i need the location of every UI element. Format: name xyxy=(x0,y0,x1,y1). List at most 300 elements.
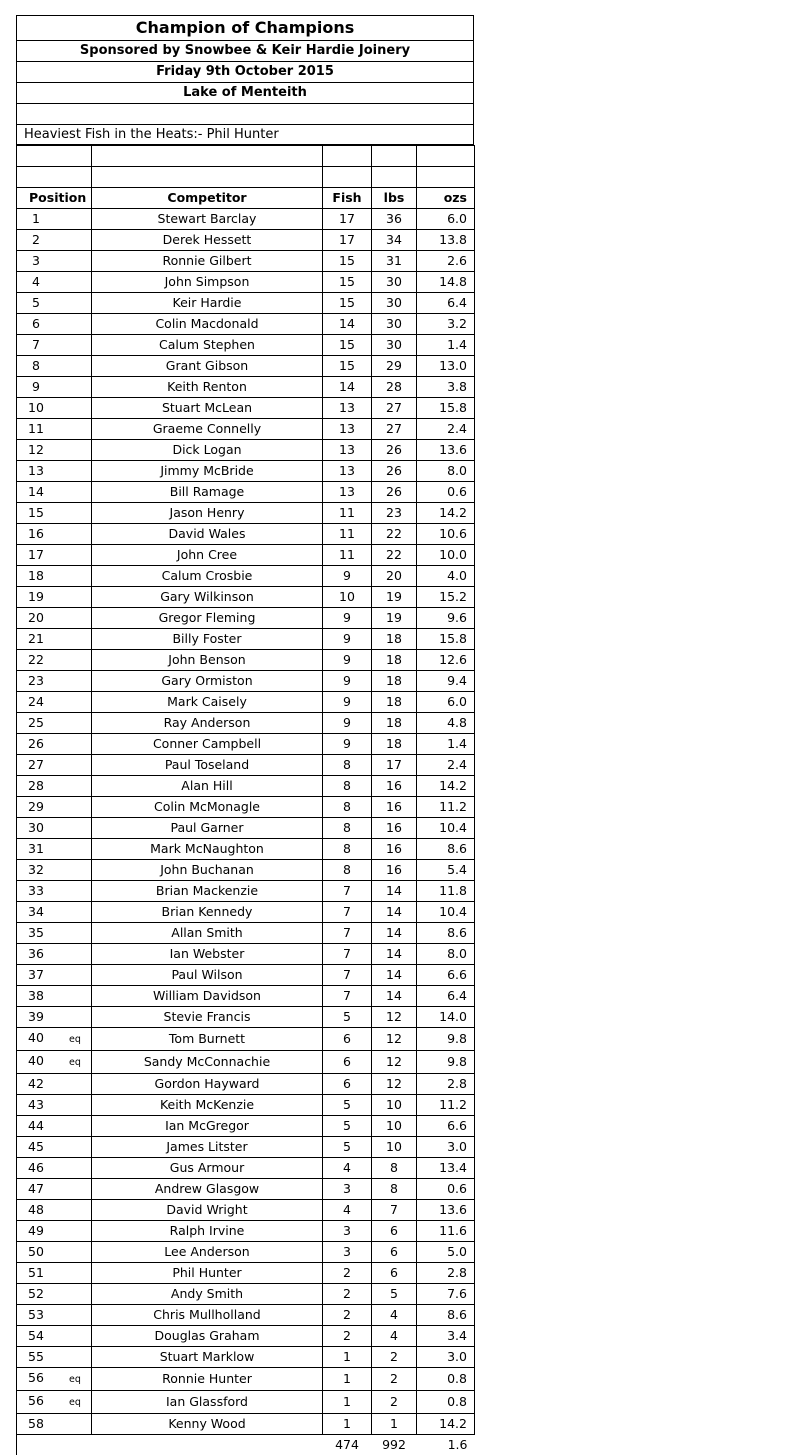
position-value: 39 xyxy=(17,1007,55,1027)
ozs-cell: 8.0 xyxy=(417,944,475,965)
lbs-cell: 27 xyxy=(372,398,417,419)
fish-cell: 1 xyxy=(323,1368,372,1391)
competitor-cell: Gary Wilkinson xyxy=(92,587,323,608)
position-value: 21 xyxy=(17,629,55,649)
position-value: 8 xyxy=(17,356,55,376)
table-row xyxy=(17,1007,475,1028)
table-row xyxy=(17,377,475,398)
fish-cell: 7 xyxy=(323,944,372,965)
table-row xyxy=(17,419,475,440)
table-row xyxy=(17,608,475,629)
lbs-cell: 19 xyxy=(372,608,417,629)
fish-cell: 6 xyxy=(323,1051,372,1074)
fish-cell: 15 xyxy=(323,272,372,293)
position-value: 45 xyxy=(17,1137,55,1157)
lbs-cell: 14 xyxy=(372,986,417,1007)
ozs-cell: 3.2 xyxy=(417,314,475,335)
position-value: 18 xyxy=(17,566,55,586)
lbs-cell: 28 xyxy=(372,377,417,398)
fish-cell: 1 xyxy=(323,1347,372,1368)
competitor-cell: Stevie Francis xyxy=(92,1007,323,1028)
fish-cell: 5 xyxy=(323,1095,372,1116)
competitor-cell: John Cree xyxy=(92,545,323,566)
lbs-cell: 2 xyxy=(372,1368,417,1391)
competitor-cell: John Benson xyxy=(92,650,323,671)
fish-cell: 13 xyxy=(323,440,372,461)
position-cell xyxy=(17,524,92,545)
lbs-cell: 14 xyxy=(372,944,417,965)
ozs-cell: 5.0 xyxy=(417,1242,475,1263)
position-cell xyxy=(17,1051,92,1074)
ozs-cell: 3.4 xyxy=(417,1326,475,1347)
ozs-cell: 14.8 xyxy=(417,272,475,293)
equal-marker: eq xyxy=(69,1030,81,1050)
ozs-cell: 1.4 xyxy=(417,335,475,356)
heaviest-fish-note: Heaviest Fish in the Heats:- Phil Hunter xyxy=(16,125,474,145)
competitor-cell: Lee Anderson xyxy=(92,1242,323,1263)
ozs-cell: 14.0 xyxy=(417,1007,475,1028)
lbs-cell: 8 xyxy=(372,1158,417,1179)
fish-cell: 9 xyxy=(323,734,372,755)
sponsor-line: Sponsored by Snowbee & Keir Hardie Joinery xyxy=(16,40,474,62)
competitor-cell: Sandy McConnachie xyxy=(92,1051,323,1074)
lbs-cell: 14 xyxy=(372,965,417,986)
position-cell xyxy=(17,1137,92,1158)
table-row xyxy=(17,293,475,314)
position-value: 16 xyxy=(17,524,55,544)
lbs-cell: 18 xyxy=(372,692,417,713)
ozs-cell: 15.2 xyxy=(417,587,475,608)
ozs-cell: 1.4 xyxy=(417,734,475,755)
ozs-cell: 9.8 xyxy=(417,1051,475,1074)
competitor-cell: Ray Anderson xyxy=(92,713,323,734)
lbs-cell: 6 xyxy=(372,1263,417,1284)
table-row xyxy=(17,230,475,251)
ozs-cell: 2.4 xyxy=(417,755,475,776)
competitor-cell: David Wales xyxy=(92,524,323,545)
position-cell xyxy=(17,1158,92,1179)
fish-cell: 10 xyxy=(323,587,372,608)
fish-cell: 14 xyxy=(323,377,372,398)
ozs-header: ozs xyxy=(417,188,475,209)
competitor-cell: Mark McNaughton xyxy=(92,839,323,860)
position-value: 6 xyxy=(17,314,55,334)
table-row xyxy=(17,1095,475,1116)
total-lbs: 992 xyxy=(372,1435,417,1455)
table-row xyxy=(17,776,475,797)
lbs-cell: 27 xyxy=(372,419,417,440)
lbs-cell: 36 xyxy=(372,209,417,230)
competitor-cell: Gregor Fleming xyxy=(92,608,323,629)
ozs-cell: 6.4 xyxy=(417,293,475,314)
fish-cell: 14 xyxy=(323,314,372,335)
position-value: 13 xyxy=(17,461,55,481)
position-cell xyxy=(17,1284,92,1305)
position-value: 33 xyxy=(17,881,55,901)
table-row xyxy=(17,1242,475,1263)
table-row xyxy=(17,1263,475,1284)
ozs-cell: 7.6 xyxy=(417,1284,475,1305)
ozs-cell: 14.2 xyxy=(417,776,475,797)
table-row xyxy=(17,461,475,482)
fish-cell: 15 xyxy=(323,335,372,356)
position-value: 2 xyxy=(17,230,55,250)
lbs-cell: 16 xyxy=(372,818,417,839)
competitor-cell: Andy Smith xyxy=(92,1284,323,1305)
total-ozs: 1.6 xyxy=(417,1435,475,1455)
lbs-cell: 30 xyxy=(372,272,417,293)
competitor-cell: Brian Kennedy xyxy=(92,902,323,923)
position-cell xyxy=(17,1414,92,1435)
ozs-cell: 0.8 xyxy=(417,1368,475,1391)
position-cell xyxy=(17,923,92,944)
lbs-cell: 26 xyxy=(372,440,417,461)
ozs-cell: 11.8 xyxy=(417,881,475,902)
competitor-cell: David Wright xyxy=(92,1200,323,1221)
table-row xyxy=(17,566,475,587)
position-value: 40 xyxy=(17,1028,55,1048)
ozs-cell: 4.0 xyxy=(417,566,475,587)
competitor-cell: Bill Ramage xyxy=(92,482,323,503)
table-row xyxy=(17,1116,475,1137)
ozs-cell: 8.0 xyxy=(417,461,475,482)
lbs-cell: 10 xyxy=(372,1116,417,1137)
position-cell xyxy=(17,671,92,692)
position-cell xyxy=(17,482,92,503)
ozs-cell: 15.8 xyxy=(417,398,475,419)
position-value: 54 xyxy=(17,1326,55,1346)
fish-cell: 7 xyxy=(323,902,372,923)
position-cell xyxy=(17,776,92,797)
lbs-cell: 10 xyxy=(372,1137,417,1158)
event-date: Friday 9th October 2015 xyxy=(16,62,474,83)
fish-cell: 13 xyxy=(323,482,372,503)
lbs-cell: 20 xyxy=(372,566,417,587)
table-row xyxy=(17,923,475,944)
ozs-cell: 3.0 xyxy=(417,1347,475,1368)
position-value: 26 xyxy=(17,734,55,754)
table-row xyxy=(17,1221,475,1242)
position-value: 24 xyxy=(17,692,55,712)
ozs-cell: 10.4 xyxy=(417,902,475,923)
position-cell xyxy=(17,1095,92,1116)
competitor-cell: Ian Webster xyxy=(92,944,323,965)
ozs-cell: 2.8 xyxy=(417,1074,475,1095)
fish-cell: 7 xyxy=(323,881,372,902)
position-cell xyxy=(17,461,92,482)
position-value: 56 xyxy=(17,1391,55,1411)
ozs-cell: 8.6 xyxy=(417,1305,475,1326)
fish-cell: 11 xyxy=(323,545,372,566)
position-value: 44 xyxy=(17,1116,55,1136)
position-value: 10 xyxy=(17,398,55,418)
position-cell xyxy=(17,566,92,587)
position-cell xyxy=(17,839,92,860)
position-cell xyxy=(17,881,92,902)
fish-cell: 3 xyxy=(323,1242,372,1263)
table-row xyxy=(17,965,475,986)
table-row xyxy=(17,629,475,650)
ozs-cell: 5.4 xyxy=(417,860,475,881)
fish-cell: 15 xyxy=(323,356,372,377)
lbs-cell: 18 xyxy=(372,734,417,755)
position-cell xyxy=(17,755,92,776)
competitor-cell: Ian McGregor xyxy=(92,1116,323,1137)
fish-cell: 13 xyxy=(323,419,372,440)
position-cell xyxy=(17,1305,92,1326)
lbs-cell: 22 xyxy=(372,524,417,545)
position-value: 32 xyxy=(17,860,55,880)
table-row xyxy=(17,860,475,881)
ozs-cell: 4.8 xyxy=(417,713,475,734)
table-row xyxy=(17,797,475,818)
competitor-cell: Mark Caisely xyxy=(92,692,323,713)
fish-cell: 9 xyxy=(323,566,372,587)
position-value: 4 xyxy=(17,272,55,292)
position-cell xyxy=(17,1221,92,1242)
table-row xyxy=(17,440,475,461)
fish-cell: 4 xyxy=(323,1200,372,1221)
ozs-cell: 10.4 xyxy=(417,818,475,839)
competitor-cell: Keith Renton xyxy=(92,377,323,398)
fish-cell: 15 xyxy=(323,251,372,272)
table-row xyxy=(17,314,475,335)
lbs-cell: 14 xyxy=(372,902,417,923)
lbs-cell: 17 xyxy=(372,755,417,776)
table-row xyxy=(17,902,475,923)
table-row xyxy=(17,671,475,692)
fish-cell: 6 xyxy=(323,1074,372,1095)
table-row xyxy=(17,251,475,272)
lbs-cell: 18 xyxy=(372,650,417,671)
position-cell xyxy=(17,335,92,356)
fish-cell: 2 xyxy=(323,1305,372,1326)
lbs-cell: 8 xyxy=(372,1179,417,1200)
lbs-cell: 26 xyxy=(372,461,417,482)
competitor-cell: Paul Wilson xyxy=(92,965,323,986)
position-cell xyxy=(17,608,92,629)
fish-cell: 7 xyxy=(323,986,372,1007)
ozs-cell: 3.0 xyxy=(417,1137,475,1158)
position-cell xyxy=(17,230,92,251)
competitor-cell: Brian Mackenzie xyxy=(92,881,323,902)
totals-spacer xyxy=(92,1435,323,1455)
competitor-cell: Keir Hardie xyxy=(92,293,323,314)
lbs-cell: 2 xyxy=(372,1391,417,1414)
ozs-cell: 2.8 xyxy=(417,1263,475,1284)
table-row xyxy=(17,1137,475,1158)
position-cell xyxy=(17,545,92,566)
table-row xyxy=(17,1414,475,1435)
competitor-cell: Ralph Irvine xyxy=(92,1221,323,1242)
competitor-cell: Colin Macdonald xyxy=(92,314,323,335)
position-cell xyxy=(17,944,92,965)
fish-cell: 15 xyxy=(323,293,372,314)
equal-marker: eq xyxy=(69,1053,81,1073)
fish-cell: 7 xyxy=(323,965,372,986)
table-row xyxy=(17,503,475,524)
position-cell xyxy=(17,734,92,755)
table-row xyxy=(17,1179,475,1200)
lbs-cell: 29 xyxy=(372,356,417,377)
competitor-cell: Stuart Marklow xyxy=(92,1347,323,1368)
competitor-cell: Ronnie Hunter xyxy=(92,1368,323,1391)
fish-cell: 2 xyxy=(323,1263,372,1284)
position-value: 37 xyxy=(17,965,55,985)
lbs-cell: 12 xyxy=(372,1074,417,1095)
lbs-cell: 16 xyxy=(372,797,417,818)
ozs-cell: 15.8 xyxy=(417,629,475,650)
table-row xyxy=(17,1368,475,1391)
fish-cell: 11 xyxy=(323,524,372,545)
position-cell xyxy=(17,713,92,734)
position-value: 36 xyxy=(17,944,55,964)
venue: Lake of Menteith xyxy=(16,83,474,104)
position-cell xyxy=(17,797,92,818)
position-cell xyxy=(17,902,92,923)
lbs-cell: 6 xyxy=(372,1242,417,1263)
lbs-cell: 18 xyxy=(372,713,417,734)
ozs-cell: 13.6 xyxy=(417,1200,475,1221)
fish-cell: 3 xyxy=(323,1179,372,1200)
lbs-cell: 1 xyxy=(372,1414,417,1435)
position-cell xyxy=(17,1116,92,1137)
table-row xyxy=(17,545,475,566)
competitor-cell: Gordon Hayward xyxy=(92,1074,323,1095)
position-value: 28 xyxy=(17,776,55,796)
lbs-cell: 12 xyxy=(372,1007,417,1028)
position-cell xyxy=(17,272,92,293)
position-cell xyxy=(17,818,92,839)
fish-cell: 8 xyxy=(323,839,372,860)
table-row xyxy=(17,650,475,671)
blank-row xyxy=(16,104,474,125)
competitor-cell: Derek Hessett xyxy=(92,230,323,251)
table-row xyxy=(17,692,475,713)
position-cell xyxy=(17,398,92,419)
ozs-cell: 6.0 xyxy=(417,692,475,713)
ozs-cell: 0.6 xyxy=(417,1179,475,1200)
fish-cell: 2 xyxy=(323,1284,372,1305)
ozs-cell: 8.6 xyxy=(417,839,475,860)
ozs-cell: 14.2 xyxy=(417,1414,475,1435)
fish-cell: 8 xyxy=(323,818,372,839)
competitor-cell: William Davidson xyxy=(92,986,323,1007)
table-row xyxy=(17,356,475,377)
table-row xyxy=(17,881,475,902)
position-cell xyxy=(17,860,92,881)
competitor-cell: Allan Smith xyxy=(92,923,323,944)
totals-row xyxy=(17,1435,475,1455)
lbs-cell: 30 xyxy=(372,293,417,314)
ozs-cell: 6.4 xyxy=(417,986,475,1007)
position-value: 14 xyxy=(17,482,55,502)
ozs-cell: 13.8 xyxy=(417,230,475,251)
ozs-cell: 6.6 xyxy=(417,1116,475,1137)
lbs-cell: 31 xyxy=(372,251,417,272)
position-value: 55 xyxy=(17,1347,55,1367)
competitor-cell: Graeme Connelly xyxy=(92,419,323,440)
ozs-cell: 11.2 xyxy=(417,1095,475,1116)
page-title: Champion of Champions xyxy=(16,15,474,41)
competitor-cell: Stuart McLean xyxy=(92,398,323,419)
position-value: 29 xyxy=(17,797,55,817)
table-row xyxy=(17,1158,475,1179)
position-value: 20 xyxy=(17,608,55,628)
empty-row xyxy=(17,167,475,188)
competitor-cell: Phil Hunter xyxy=(92,1263,323,1284)
position-value: 53 xyxy=(17,1305,55,1325)
fish-cell: 2 xyxy=(323,1326,372,1347)
position-cell xyxy=(17,986,92,1007)
competitor-cell: Grant Gibson xyxy=(92,356,323,377)
fish-cell: 5 xyxy=(323,1116,372,1137)
competitor-cell: Paul Garner xyxy=(92,818,323,839)
results-table xyxy=(16,145,475,1455)
position-cell xyxy=(17,1074,92,1095)
competitor-cell: Gary Ormiston xyxy=(92,671,323,692)
lbs-cell: 14 xyxy=(372,881,417,902)
position-value: 25 xyxy=(17,713,55,733)
table-row xyxy=(17,755,475,776)
competitor-header: Competitor xyxy=(92,188,323,209)
position-cell xyxy=(17,503,92,524)
lbs-cell: 16 xyxy=(372,776,417,797)
table-row xyxy=(17,1051,475,1074)
table-row xyxy=(17,524,475,545)
fish-cell: 13 xyxy=(323,461,372,482)
competitor-cell: Jimmy McBride xyxy=(92,461,323,482)
competitor-cell: John Simpson xyxy=(92,272,323,293)
competitor-cell: Tom Burnett xyxy=(92,1028,323,1051)
table-row xyxy=(17,1074,475,1095)
ozs-cell: 14.2 xyxy=(417,503,475,524)
lbs-cell: 16 xyxy=(372,839,417,860)
position-cell xyxy=(17,650,92,671)
fish-cell: 8 xyxy=(323,776,372,797)
competitor-cell: Paul Toseland xyxy=(92,755,323,776)
fish-cell: 9 xyxy=(323,650,372,671)
fish-cell: 5 xyxy=(323,1007,372,1028)
lbs-cell: 4 xyxy=(372,1305,417,1326)
table-row xyxy=(17,1200,475,1221)
position-value: 27 xyxy=(17,755,55,775)
position-cell xyxy=(17,1200,92,1221)
position-value: 1 xyxy=(17,209,55,229)
position-value: 38 xyxy=(17,986,55,1006)
competitor-cell: Andrew Glasgow xyxy=(92,1179,323,1200)
position-header: Position xyxy=(17,188,92,209)
position-cell xyxy=(17,377,92,398)
lbs-cell: 4 xyxy=(372,1326,417,1347)
ozs-cell: 12.6 xyxy=(417,650,475,671)
position-value: 23 xyxy=(17,671,55,691)
fish-cell: 9 xyxy=(323,671,372,692)
position-cell xyxy=(17,293,92,314)
competitor-cell: Ronnie Gilbert xyxy=(92,251,323,272)
position-value: 19 xyxy=(17,587,55,607)
competitor-cell: Dick Logan xyxy=(92,440,323,461)
column-header-row xyxy=(17,188,475,209)
ozs-cell: 11.2 xyxy=(417,797,475,818)
equal-marker: eq xyxy=(69,1393,81,1413)
position-value: 12 xyxy=(17,440,55,460)
table-row xyxy=(17,1284,475,1305)
lbs-cell: 22 xyxy=(372,545,417,566)
position-value: 22 xyxy=(17,650,55,670)
fish-cell: 8 xyxy=(323,797,372,818)
ozs-cell: 10.0 xyxy=(417,545,475,566)
